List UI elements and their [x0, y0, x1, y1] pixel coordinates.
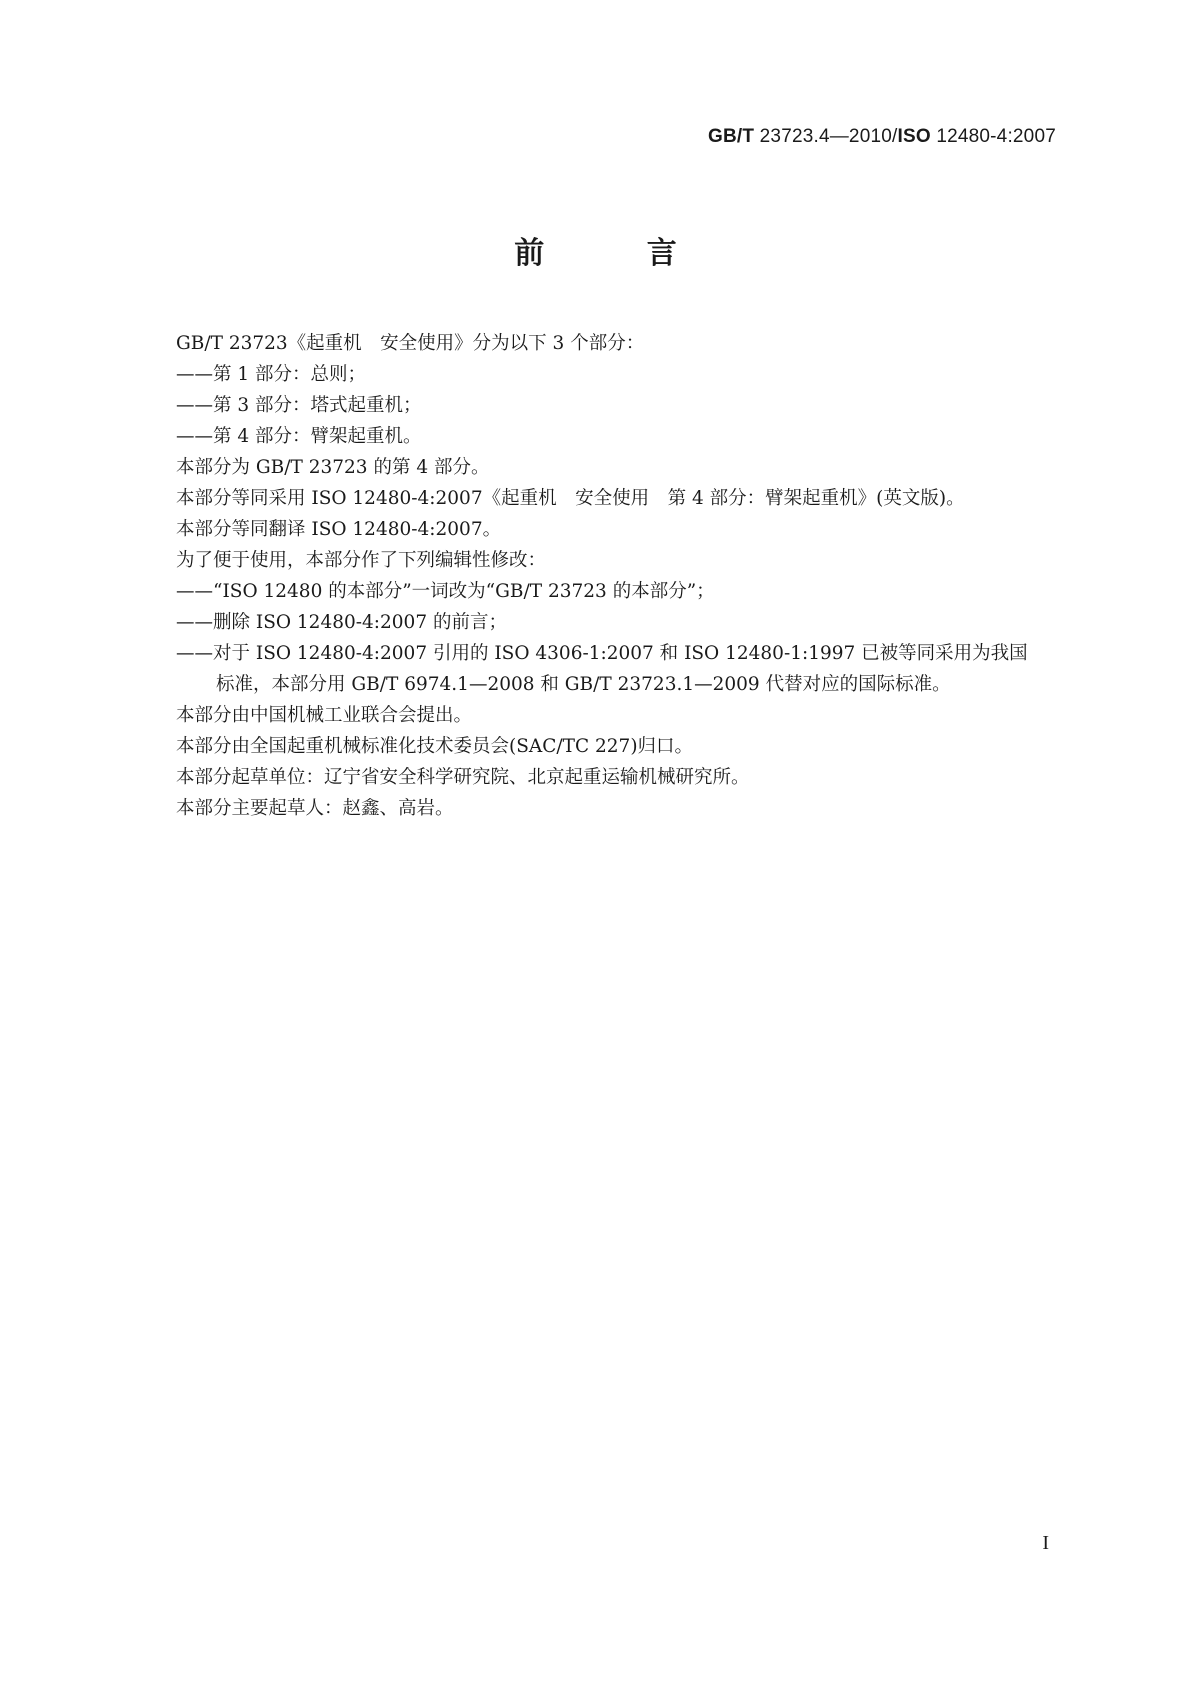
- list-item: ——对于 ISO 12480-4:2007 引用的 ISO 4306-1:2007 和 ISO 12480-1:1997 已被等同采用为我国: [176, 643, 1028, 664]
- paragraph-line: 本部分主要起草人：赵鑫、高岩。: [176, 798, 454, 819]
- paragraph-line: 本部分等同翻译 ISO 12480-4:2007。: [176, 519, 502, 540]
- list-item: ——“ISO 12480 的本部分”一词改为“GB/T 23723 的本部分”；: [176, 581, 715, 602]
- paragraph-line: 本部分为 GB/T 23723 的第 4 部分。: [176, 457, 490, 478]
- paragraph-line: 本部分起草单位：辽宁省安全科学研究院、北京起重运输机械研究所。: [176, 767, 750, 788]
- page-title: 前 言: [514, 236, 723, 271]
- list-item: ——第 1 部分：总则；: [176, 364, 367, 385]
- code-iso-number: 12480-4:2007: [936, 126, 1056, 147]
- paragraph-line: 为了便于使用，本部分作了下列编辑性修改：: [176, 550, 547, 571]
- foreword-body: [176, 328, 1071, 824]
- paragraph-line: 本部分等同采用 ISO 12480-4:2007《起重机 安全使用 第 4 部分：臂架起重机》(英文版)。: [176, 488, 965, 509]
- list-item: ——第 3 部分：塔式起重机；: [176, 395, 422, 416]
- code-iso: ISO: [897, 126, 931, 147]
- list-item: ——第 4 部分：臂架起重机。: [176, 426, 422, 447]
- paragraph-line: 本部分由中国机械工业联合会提出。: [176, 705, 473, 726]
- list-item: ——删除 ISO 12480-4:2007 的前言；: [176, 612, 507, 633]
- code-prefix: GB/T: [707, 126, 755, 147]
- code-number: 23723.4—2010/: [759, 126, 898, 147]
- page-number: I: [1042, 1532, 1049, 1554]
- paragraph-line: GB/T 23723《起重机 安全使用》分为以下 3 个部分：: [176, 333, 645, 354]
- paragraph-line: 本部分由全国起重机械标准化技术委员会(SAC/TC 227)归口。: [176, 736, 694, 757]
- standard-code-header: [708, 126, 1056, 148]
- list-item-continuation: 标准，本部分用 GB/T 6974.1—2008 和 GB/T 23723.1—2009 代替对应的国际标准。: [216, 674, 951, 695]
